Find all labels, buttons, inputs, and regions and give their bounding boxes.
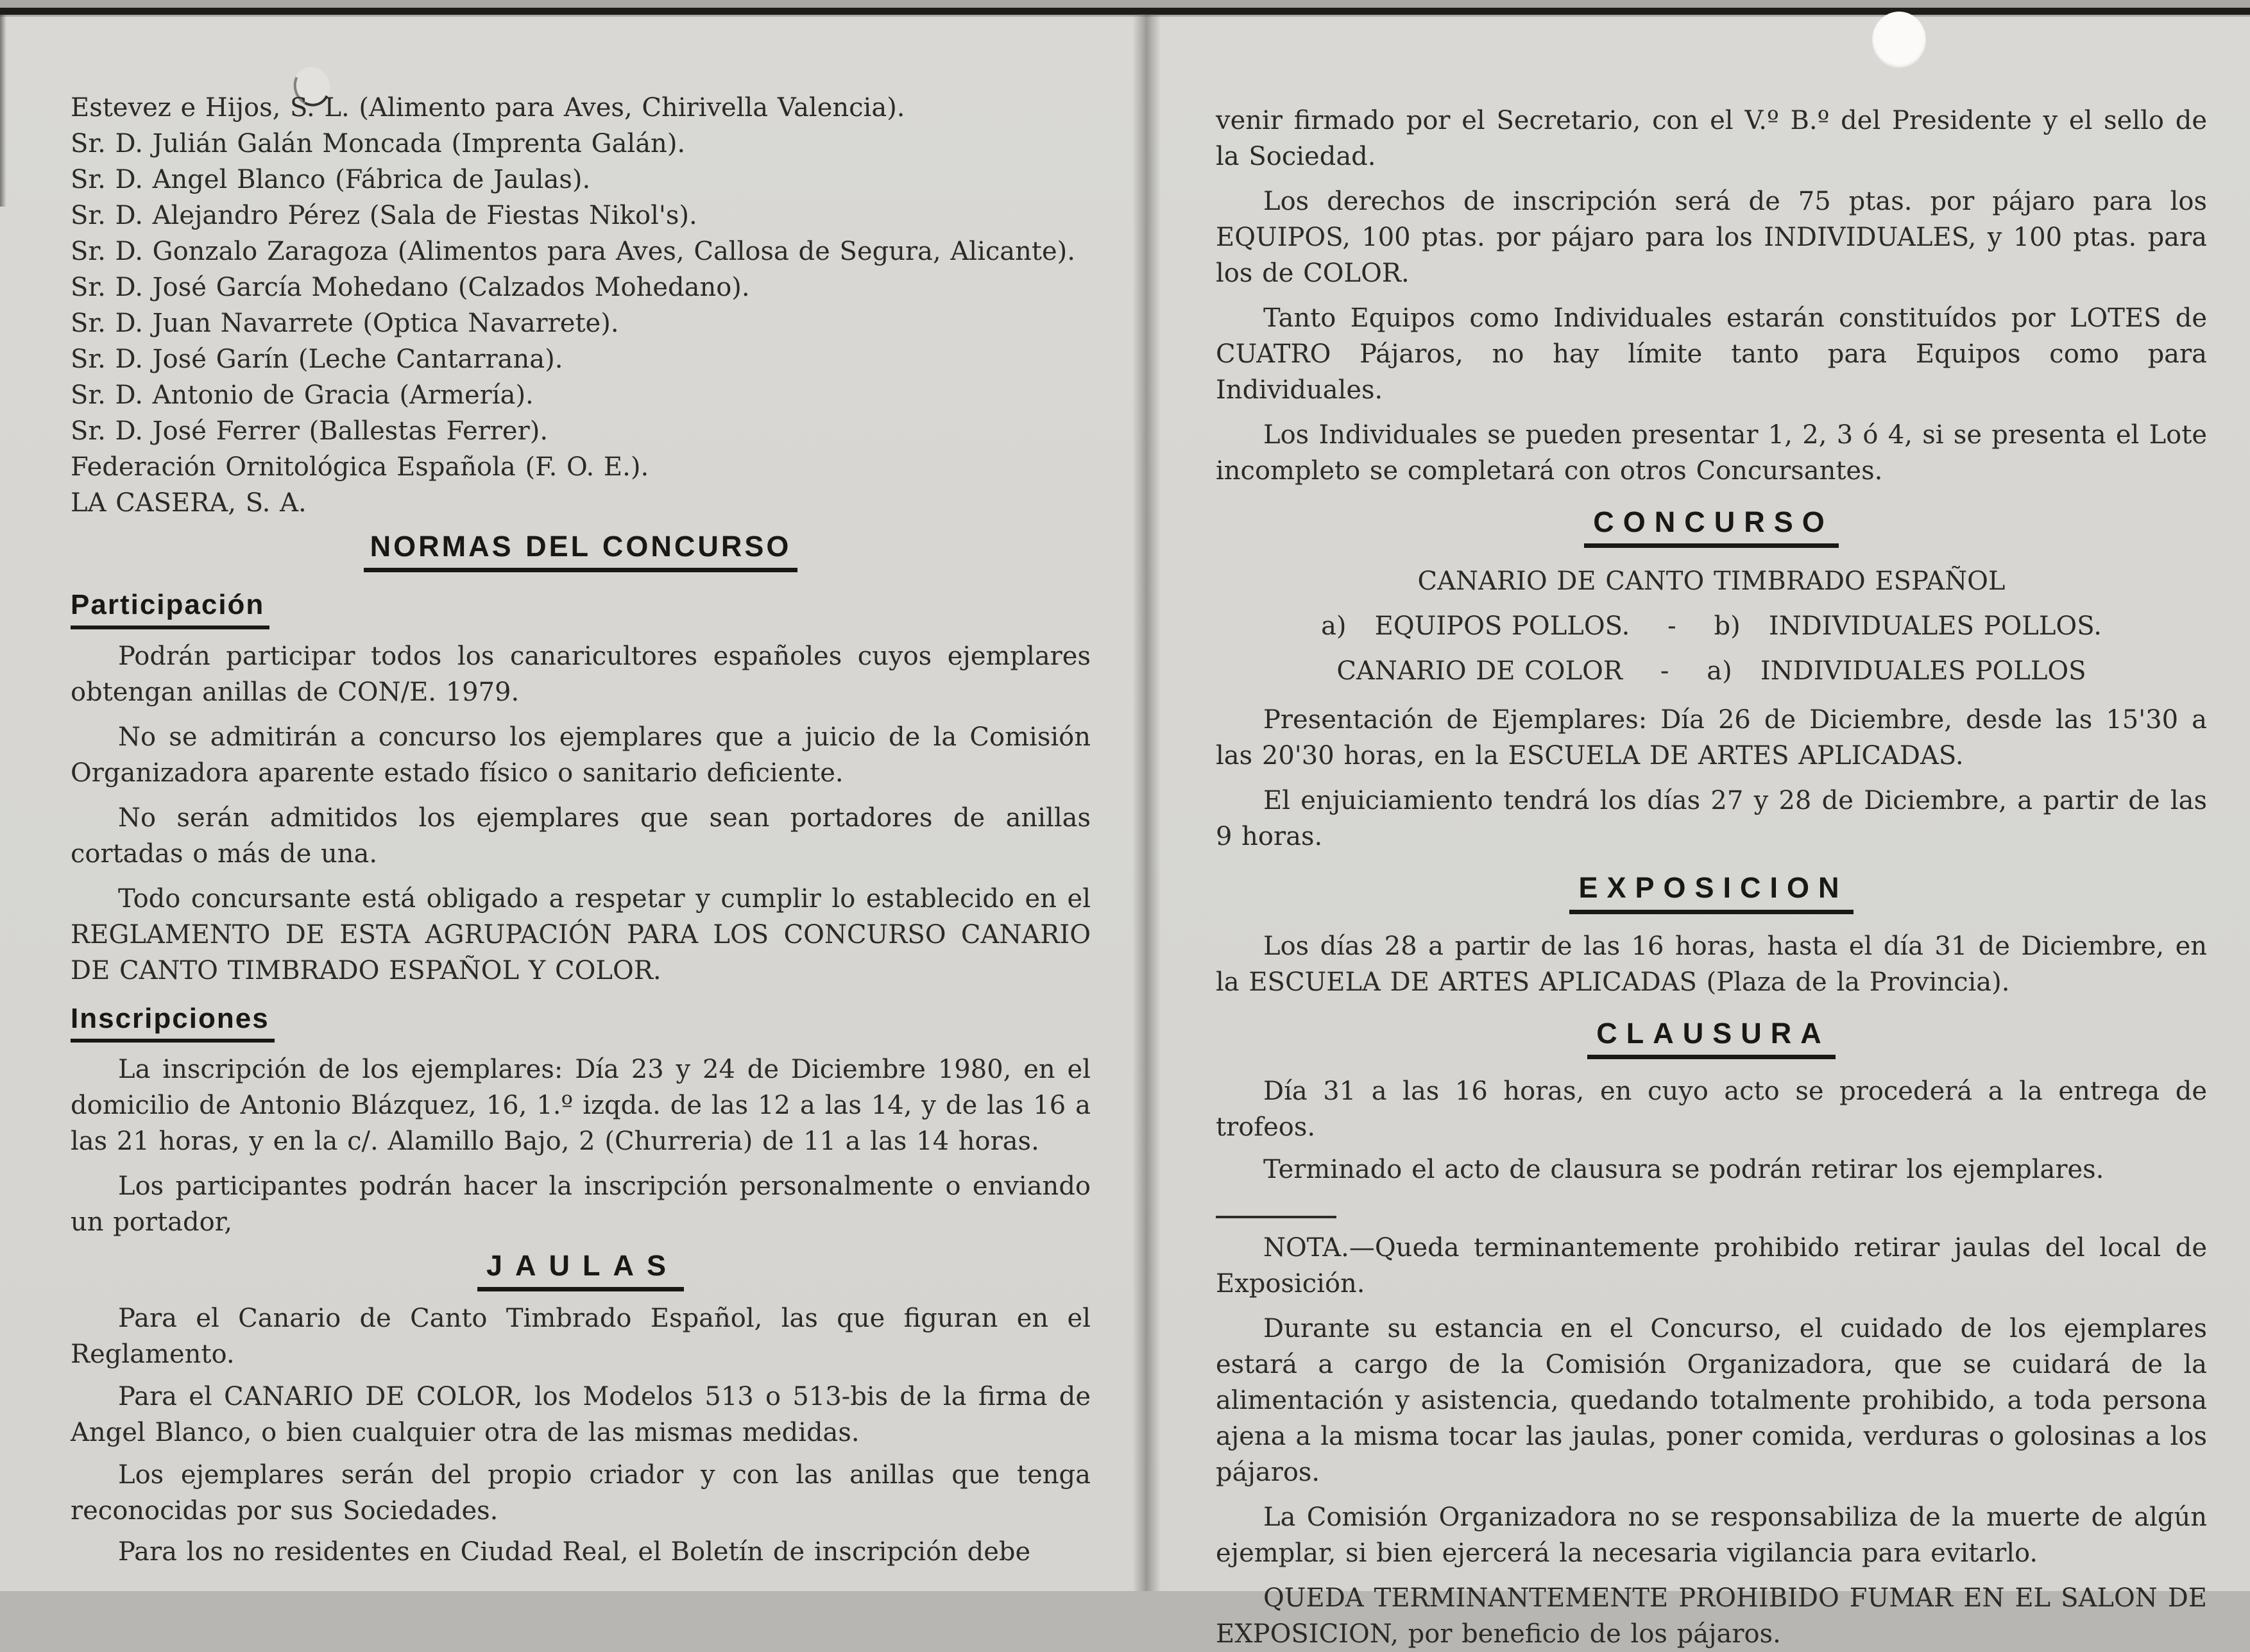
sponsor-item: Sr. D. Antonio de Gracia (Armería). — [71, 380, 534, 410]
paragraph: Tanto Equipos como Individuales estarán constituídos por LOTES de CUATRO Pájaros, no hay límite tanto para Equipos como para Individuales. — [1216, 303, 2207, 405]
paragraph: No se admitirán a concurso los ejemplares que a juicio de la Comisión Organizadora aparente estado físico o sanitario deficiente. — [71, 722, 1091, 788]
page-fold — [1132, 14, 1161, 1591]
category-line: CANARIO DE COLOR - a) INDIVIDUALES POLLOS — [1336, 656, 2086, 686]
paragraph: Para el CANARIO DE COLOR, los Modelos 513 o 513-bis de la firma de Angel Blanco, o bien cualquier otra de las mismas medidas. — [71, 1382, 1091, 1448]
page-edge-shadow — [0, 14, 6, 207]
sponsor-item: Sr. D. Julián Galán Moncada (Imprenta Galán). — [71, 129, 686, 158]
paragraph: Terminado el acto de clausura se podrán retirar los ejemplares. — [1263, 1155, 2104, 1185]
heading-inscripciones: Inscripciones — [71, 1003, 275, 1043]
paragraph: No serán admitidos los ejemplares que sean portadores de anillas cortadas o más de una. — [71, 803, 1091, 869]
sponsor-item: Sr. D. José García Mohedano (Calzados Mohedano). — [71, 273, 750, 302]
sponsor-item: Federación Ornitológica Española (F. O. E.). — [71, 452, 649, 482]
heading-participacion: Participación — [71, 589, 269, 629]
paragraph: Los días 28 a partir de las 16 horas, hasta el día 31 de Diciembre, en la ESCUELA DE ARTES APLICADAS (Plaza de la Provincia). — [1216, 931, 2207, 997]
sponsor-item: Sr. D. Juan Navarrete (Optica Navarrete). — [71, 309, 619, 338]
sponsor-item: Sr. D. José Garín (Leche Cantarrana). — [71, 345, 563, 374]
paragraph: Los derechos de inscripción será de 75 ptas. por pájaro para los EQUIPOS, 100 ptas. por pájaro para los INDIVIDUALES, y 100 ptas. para los de COLOR. — [1216, 187, 2207, 288]
paragraph: El enjuiciamiento tendrá los días 27 y 28 de Diciembre, a partir de las 9 horas. — [1216, 786, 2207, 852]
sponsor-item: LA CASERA, S. A. — [71, 488, 307, 518]
subsection-inscripciones — [71, 1001, 1091, 1043]
section-jaulas — [71, 1249, 1091, 1291]
sponsor-item: Sr. D. Alejandro Pérez (Sala de Fiestas Nikol's). — [71, 201, 697, 230]
paragraph: venir firmado por el Secretario, con el V.º B.º del Presidente y el sello de la Sociedad. — [1216, 106, 2207, 171]
subsection-participacion — [71, 588, 1091, 629]
section-clausura — [1216, 1017, 2207, 1059]
paragraph: Todo concursante está obligado a respetar y cumplir lo establecido en el REGLAMENTO DE ESTA AGRUPACIÓN PARA LOS CONCURSO CANARIO DE CANTO TIMBRADO ESPAÑOL Y COLOR. — [71, 883, 1091, 985]
paragraph: Podrán participar todos los canaricultores españoles cuyos ejemplares obtengan anillas de CON/E. 1979. — [71, 641, 1091, 707]
page-right — [1216, 103, 2207, 1652]
sponsor-item: Sr. D. José Ferrer (Ballestas Ferrer). — [71, 416, 549, 446]
paragraph: QUEDA TERMINANTEMENTE PROHIBIDO FUMAR EN EL SALON DE EXPOSICION, por beneficio de los pájaros. — [1216, 1583, 2207, 1649]
category-line: a) EQUIPOS POLLOS. - b) INDIVIDUALES POLLOS. — [1321, 611, 2102, 642]
heading-concurso: CONCURSO — [1584, 506, 1839, 548]
paragraph: Los ejemplares serán del propio criador y con las anillas que tenga reconocidas por sus Sociedades. — [71, 1460, 1091, 1526]
paragraph: Presentación de Ejemplares: Día 26 de Diciembre, desde las 15'30 a las 20'30 horas, en la ESCUELA DE ARTES APLICADAS. — [1216, 705, 2207, 771]
scanner-edge — [0, 0, 2250, 17]
paragraph: Los Individuales se pueden presentar 1, 2, 3 ó 4, si se presenta el Lote incompleto se completará con otros Concursantes. — [1216, 420, 2207, 486]
sponsor-list — [71, 90, 1091, 521]
section-normas — [71, 530, 1091, 572]
heading-jaulas: JAULAS — [477, 1250, 684, 1291]
paragraph: Los participantes podrán hacer la inscripción personalmente o enviando un portador, — [71, 1171, 1091, 1237]
heading-normas-del-concurso: NORMAS DEL CONCURSO — [364, 531, 798, 572]
paragraph: La Comisión Organizadora no se responsabiliza de la muerte de algún ejemplar, si bien ejercerá la necesaria vigilancia para evitarlo. — [1216, 1503, 2207, 1569]
section-exposicion — [1216, 871, 2207, 914]
section-concurso — [1216, 506, 2207, 548]
heading-clausura: CLAUSURA — [1587, 1018, 1836, 1059]
sponsor-item: Sr. D. Angel Blanco (Fábrica de Jaulas). — [71, 165, 591, 194]
paragraph: Para los no residentes en Ciudad Real, el Boletín de inscripción debe — [118, 1537, 1031, 1567]
page-left — [71, 90, 1091, 1570]
paragraph: Durante su estancia en el Concurso, el cuidado de los ejemplares estará a cargo de la Comisión Organizadora, que se cuidará de la alimentación y asistencia, quedando totalmente prohibido, a toda persona ajena a la misma tocar las jaulas, poner comida, verduras o golosinas a los pájaros. — [1216, 1314, 2207, 1488]
nota-paragraph: NOTA.—Queda terminantemente prohibido retirar jaulas del local de Exposición. — [1216, 1233, 2207, 1299]
punch-hole-icon — [1872, 12, 1926, 68]
heading-exposicion: EXPOSICION — [1569, 872, 1853, 914]
category-line: CANARIO DE CANTO TIMBRADO ESPAÑOL — [1417, 566, 2006, 597]
separator-rule — [1216, 1216, 1336, 1218]
sponsor-item: Sr. D. Gonzalo Zaragoza (Alimentos para Aves, Callosa de Segura, Alicante). — [71, 237, 1075, 266]
paragraph: Día 31 a las 16 horas, en cuyo acto se procederá a la entrega de trofeos. — [1216, 1077, 2207, 1143]
paragraph: Para el Canario de Canto Timbrado Español, las que figuran en el Reglamento. — [71, 1304, 1091, 1370]
paragraph: La inscripción de los ejemplares: Día 23 y 24 de Diciembre 1980, en el domicilio de Antonio Blázquez, 16, 1.º izqda. de las 12 a las 14, y de las 16 a las 21 horas, y en la c/. Alamillo Bajo, 2 (Churreria) de 11 a las 14 horas. — [71, 1054, 1091, 1156]
sponsor-item: Estevez e Hijos, S. L. (Alimento para Aves, Chirivella Valencia). — [71, 93, 905, 123]
